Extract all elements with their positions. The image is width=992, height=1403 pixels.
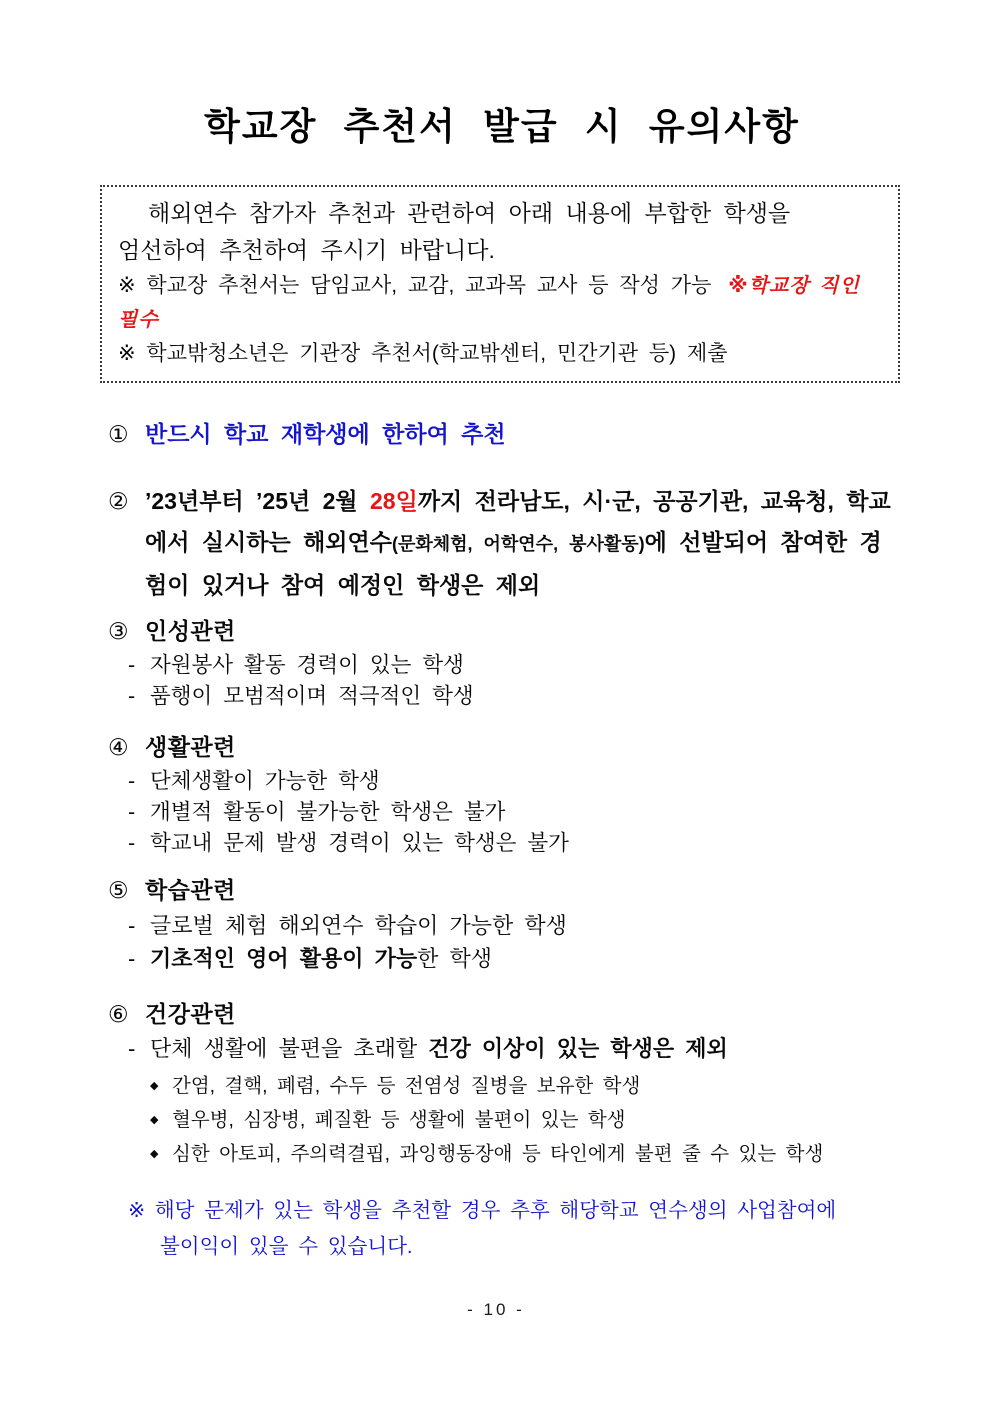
notice-box [100,185,900,383]
dash-bullet: - [128,684,136,708]
notice-main-line2: 엄선하여 추천하여 주시기 바랍니다. [118,237,495,263]
dash-bullet: - [128,653,136,677]
item-6-heading-health [108,999,896,1029]
item-4-bullets [108,766,896,859]
item-4-marker: ④ [108,734,129,760]
bullet-text [150,1033,728,1065]
page-title: 학교장 추천서 발급 시 유의사항 [204,106,800,147]
bullet-text [150,942,492,975]
bullet-text-regular-part: 단체 생활에 불편을 초래할 [150,1036,429,1061]
list-item [108,1069,896,1103]
item-6-marker: ⑥ [108,1001,129,1027]
bullet-text: 개별적 활동이 불가능한 학생은 불가 [150,800,506,824]
dash-bullet: - [128,800,136,824]
item-2-program-types: (문화체험, 어학연수, 봉사활동) [391,534,645,554]
item-3-heading-personality [108,616,896,646]
bullet-text: 자원봉사 활동 경력이 있는 학생 [150,653,464,677]
item-5-title: 학습관련 [145,877,236,903]
item-3-title: 인성관련 [145,618,236,644]
item-5-bullets [108,909,896,975]
item-1-marker: ① [108,421,129,447]
notice-note-2: ※ 학교밖청소년은 기관장 추천서(학교밖센터, 민간기관 등) 제출 [118,342,728,365]
item-5-heading-learning [108,875,896,905]
sub-bullet-text: 혈우병, 심장병, 폐질환 등 생활에 불편이 있는 학생 [172,1109,626,1131]
list-item [108,766,896,797]
item-2-line2-post: 에 선발되어 참여한 경 [644,529,882,555]
sub-bullet-text: 심한 아토피, 주의력결핍, 과잉행동장애 등 타인에게 불편 줄 수 있는 학생 [172,1143,824,1165]
item-1-title: 반드시 학교 재학생에 한하여 추천 [145,421,506,447]
list-item [108,942,896,975]
bullet-text: 학교내 문제 발생 경력이 있는 학생은 불가 [150,831,569,855]
dash-bullet: - [128,1036,136,1061]
list-item [108,828,896,859]
bullet-text: 품행이 모범적이며 적극적인 학생 [150,684,474,708]
dash-bullet: - [128,946,136,971]
item-2-line1-pre: ’23년부터 ’25년 2월 [145,488,370,514]
list-item [108,1033,896,1065]
notice-note-1 [118,269,882,337]
item-1-enrolled-students-only [108,419,896,449]
item-2-deadline-date: 28일 [370,488,418,514]
warning-line1: ※ 해당 문제가 있는 학생을 추천할 경우 추후 해당학교 연수생의 사업참여에 [128,1199,837,1222]
dash-bullet: - [128,913,136,938]
bullet-text: 글로벌 체험 해외연수 학습이 가능한 학생 [150,913,567,938]
bullet-text: 단체생활이 가능한 학생 [150,769,380,793]
item-2-line2-pre: 에서 실시하는 해외연수 [145,529,392,555]
page-number: - 10 - [467,1300,525,1319]
list-item [108,1103,896,1137]
diamond-bullet: ◆ [150,1148,159,1160]
notice-note1-text: ※ 학교장 추천서는 담임교사, 교감, 교과목 교사 등 작성 가능 [118,274,712,297]
dash-bullet: - [128,769,136,793]
item-3-bullets [108,650,896,712]
item-2-marker: ② [108,488,129,514]
dash-bullet: - [128,831,136,855]
list-item [108,650,896,681]
list-item [108,681,896,712]
item-6-title: 건강관련 [145,1001,236,1027]
item-2-prior-participants-excluded [108,481,896,606]
item-3-marker: ③ [108,618,129,644]
item-6-sub-bullets [108,1069,896,1171]
principal-seal-required-stamp: ※학교장 직인 필수 [118,275,860,331]
item-6-bullets [108,1033,896,1171]
list-item [108,797,896,828]
item-4-heading-daily-life [108,732,896,762]
diamond-bullet: ◆ [150,1114,159,1126]
item-2-body [145,481,891,606]
item-5-marker: ⑤ [108,877,129,903]
notice-main-line1: 해외연수 참가자 추천과 관련하여 아래 내용에 부합한 학생을 [148,200,791,226]
disadvantage-warning-note [128,1193,896,1265]
item-2-line3: 험이 있거나 참여 예정인 학생은 제외 [145,572,541,598]
item-2-line1-post: 까지 전라남도, 시·군, 공공기관, 교육청, 학교 [417,488,891,514]
list-item [108,1137,896,1171]
item-4-title: 생활관련 [145,734,236,760]
bullet-text-bold-part: 건강 이상이 있는 학생은 제외 [428,1036,728,1061]
bullet-text-rest: 한 학생 [417,946,492,971]
list-item [108,909,896,942]
notice-main-text [118,195,882,269]
bullet-text-bold-part: 기초적인 영어 활용이 가능 [150,946,418,971]
warning-line2: 불이익이 있을 수 있습니다. [160,1235,413,1258]
sub-bullet-text: 간염, 결핵, 폐렴, 수두 등 전염성 질병을 보유한 학생 [172,1075,641,1097]
diamond-bullet: ◆ [150,1080,159,1092]
